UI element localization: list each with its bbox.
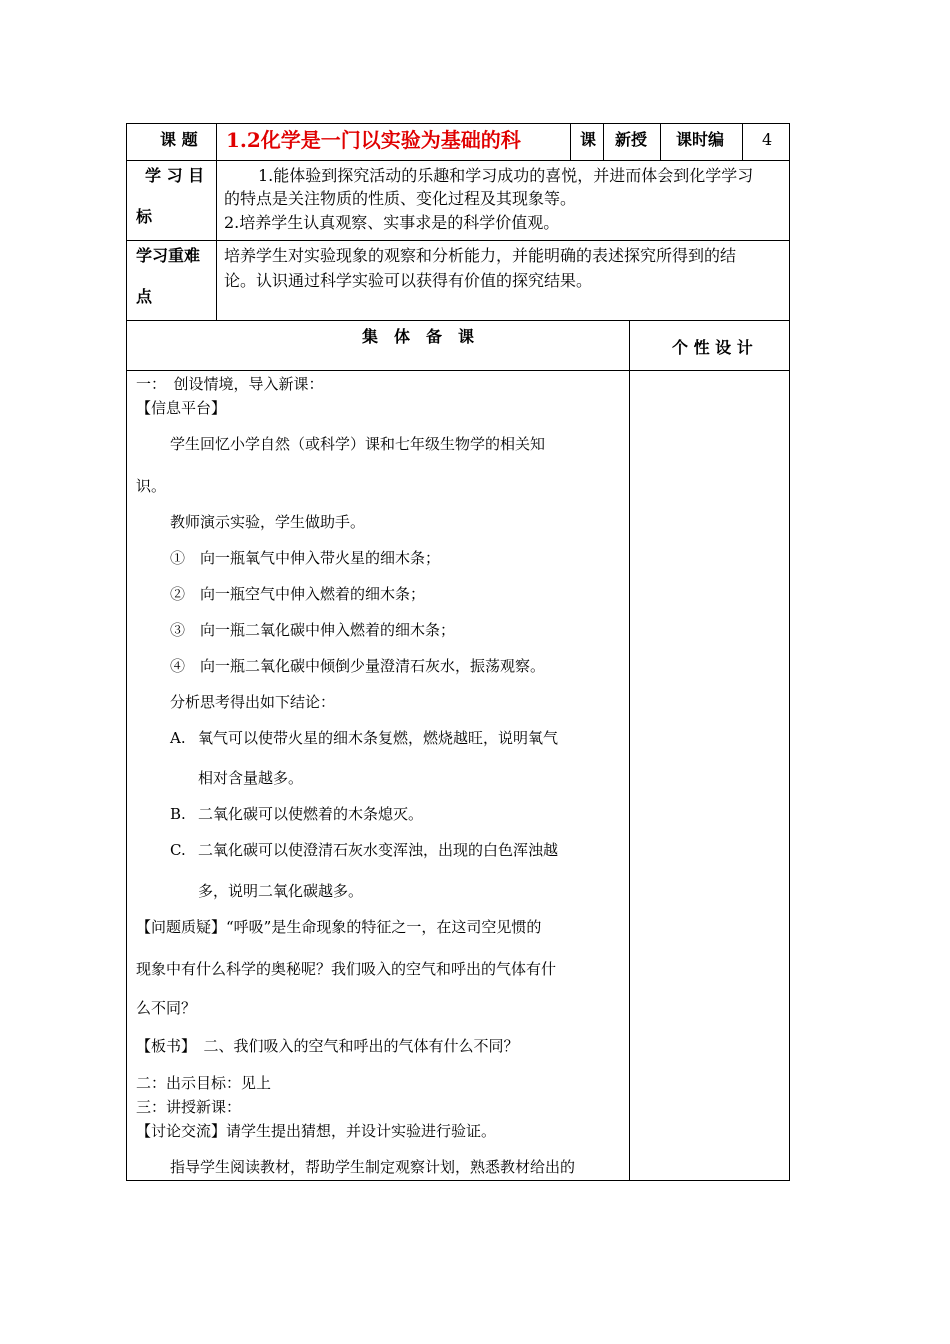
row-divider-goals bbox=[126, 240, 790, 241]
experiment-4: ④ 向一瓶二氧化碳中倾倒少量澄清石灰水，振荡观察。 bbox=[170, 657, 546, 675]
goals-line-1: 1.能体验到探究活动的乐趣和学习成功的喜悦，并进而体会到化学学习 bbox=[258, 166, 754, 185]
keypoints-line-2: 论。认识通过科学实验可以获得有价值的探究结果。 bbox=[224, 271, 593, 290]
step-3: 三：讲授新课： bbox=[136, 1098, 242, 1116]
header-divider-4 bbox=[742, 123, 743, 161]
step-1: 一： 创设情境，导入新课： bbox=[136, 375, 324, 393]
row-divider-keypoints bbox=[126, 320, 790, 321]
discussion: 【讨论交流】请学生提出猜想，并设计实验进行验证。 bbox=[136, 1122, 497, 1140]
keypoints-line-1: 培养学生对实验现象的观察和分析能力，并能明确的表述探究所得到的结 bbox=[224, 246, 737, 265]
table-left-border bbox=[126, 123, 127, 1181]
group-prep-header: 集 体 备 课 bbox=[362, 327, 475, 346]
conclusion-a-line-2: 相对含量越多。 bbox=[198, 769, 304, 787]
header-divider-3 bbox=[660, 123, 661, 161]
conclusion-b-label: B. bbox=[170, 805, 186, 823]
topic-title: 1.2化学是一门以实验为基础的科 bbox=[226, 128, 521, 152]
recall-line-1: 学生回忆小学自然（或科学）课和七年级生物学的相关知 bbox=[170, 435, 546, 453]
period-label: 课时编 bbox=[676, 130, 725, 149]
info-platform: 【信息平台】 bbox=[136, 399, 227, 417]
step-2: 二：出示目标：见上 bbox=[136, 1074, 272, 1092]
teacher-demo: 教师演示实验，学生做助手。 bbox=[170, 513, 366, 531]
experiment-2: ② 向一瓶空气中伸入燃着的细木条； bbox=[170, 585, 426, 603]
goals-line-3: 2.培养学生认真观察、实事求是的科学价值观。 bbox=[224, 213, 560, 232]
recall-line-2: 识。 bbox=[136, 477, 167, 495]
conclusion-a-line-1: 氧气可以使带火星的细木条复燃，燃烧越旺，说明氧气 bbox=[198, 729, 559, 747]
personal-design-header: 个 性 设 计 bbox=[672, 338, 753, 357]
analysis-intro: 分析思考得出如下结论： bbox=[170, 693, 336, 711]
conclusion-b-line-1: 二氧化碳可以使燃着的木条熄灭。 bbox=[198, 805, 424, 823]
topic-label: 课 题 bbox=[160, 130, 198, 149]
goals-label-line2: 标 bbox=[136, 207, 153, 226]
keypoints-label-line2: 点 bbox=[136, 287, 153, 306]
question-line-2: 现象中有什么科学的奥秘呢？我们吸入的空气和呼出的气体有什 bbox=[136, 960, 557, 978]
row-divider-header bbox=[126, 160, 790, 161]
table-right-border bbox=[789, 123, 790, 1181]
experiment-1: ① 向一瓶氧气中伸入带火星的细木条； bbox=[170, 549, 441, 567]
guide-line-1: 指导学生阅读教材，帮助学生制定观察计划，熟悉教材给出的 bbox=[170, 1158, 576, 1176]
lesson-type-label: 课 bbox=[580, 130, 597, 149]
personal-column-divider bbox=[629, 320, 630, 1181]
goals-line-2: 的特点是关注物质的性质、变化过程及其现象等。 bbox=[224, 189, 577, 208]
label-column-divider bbox=[216, 123, 217, 321]
lesson-type-value: 新授 bbox=[615, 130, 648, 149]
experiment-3: ③ 向一瓶二氧化碳中伸入燃着的细木条； bbox=[170, 621, 456, 639]
table-top-border bbox=[126, 123, 790, 124]
goals-label-line1: 学 习 目 bbox=[145, 166, 205, 185]
period-value: 4 bbox=[762, 130, 773, 149]
question-line-1: 【问题质疑】“呼吸”是生命现象的特征之一，在这司空见惯的 bbox=[136, 918, 542, 936]
conclusion-a-label: A. bbox=[170, 729, 186, 747]
board-note: 【板书】 二、我们吸入的空气和呼出的气体有什么不同？ bbox=[136, 1037, 519, 1055]
header-divider-2 bbox=[603, 123, 604, 161]
row-divider-section-header bbox=[126, 370, 790, 371]
conclusion-c-label: C. bbox=[170, 841, 186, 859]
conclusion-c-line-2: 多，说明二氧化碳越多。 bbox=[198, 882, 364, 900]
table-bottom-border bbox=[126, 1180, 790, 1181]
question-line-3: 么不同？ bbox=[136, 999, 197, 1017]
keypoints-label-line1: 学习重难 bbox=[136, 246, 201, 265]
conclusion-c-line-1: 二氧化碳可以使澄清石灰水变浑浊，出现的白色浑浊越 bbox=[198, 841, 559, 859]
header-divider-1 bbox=[570, 123, 571, 161]
